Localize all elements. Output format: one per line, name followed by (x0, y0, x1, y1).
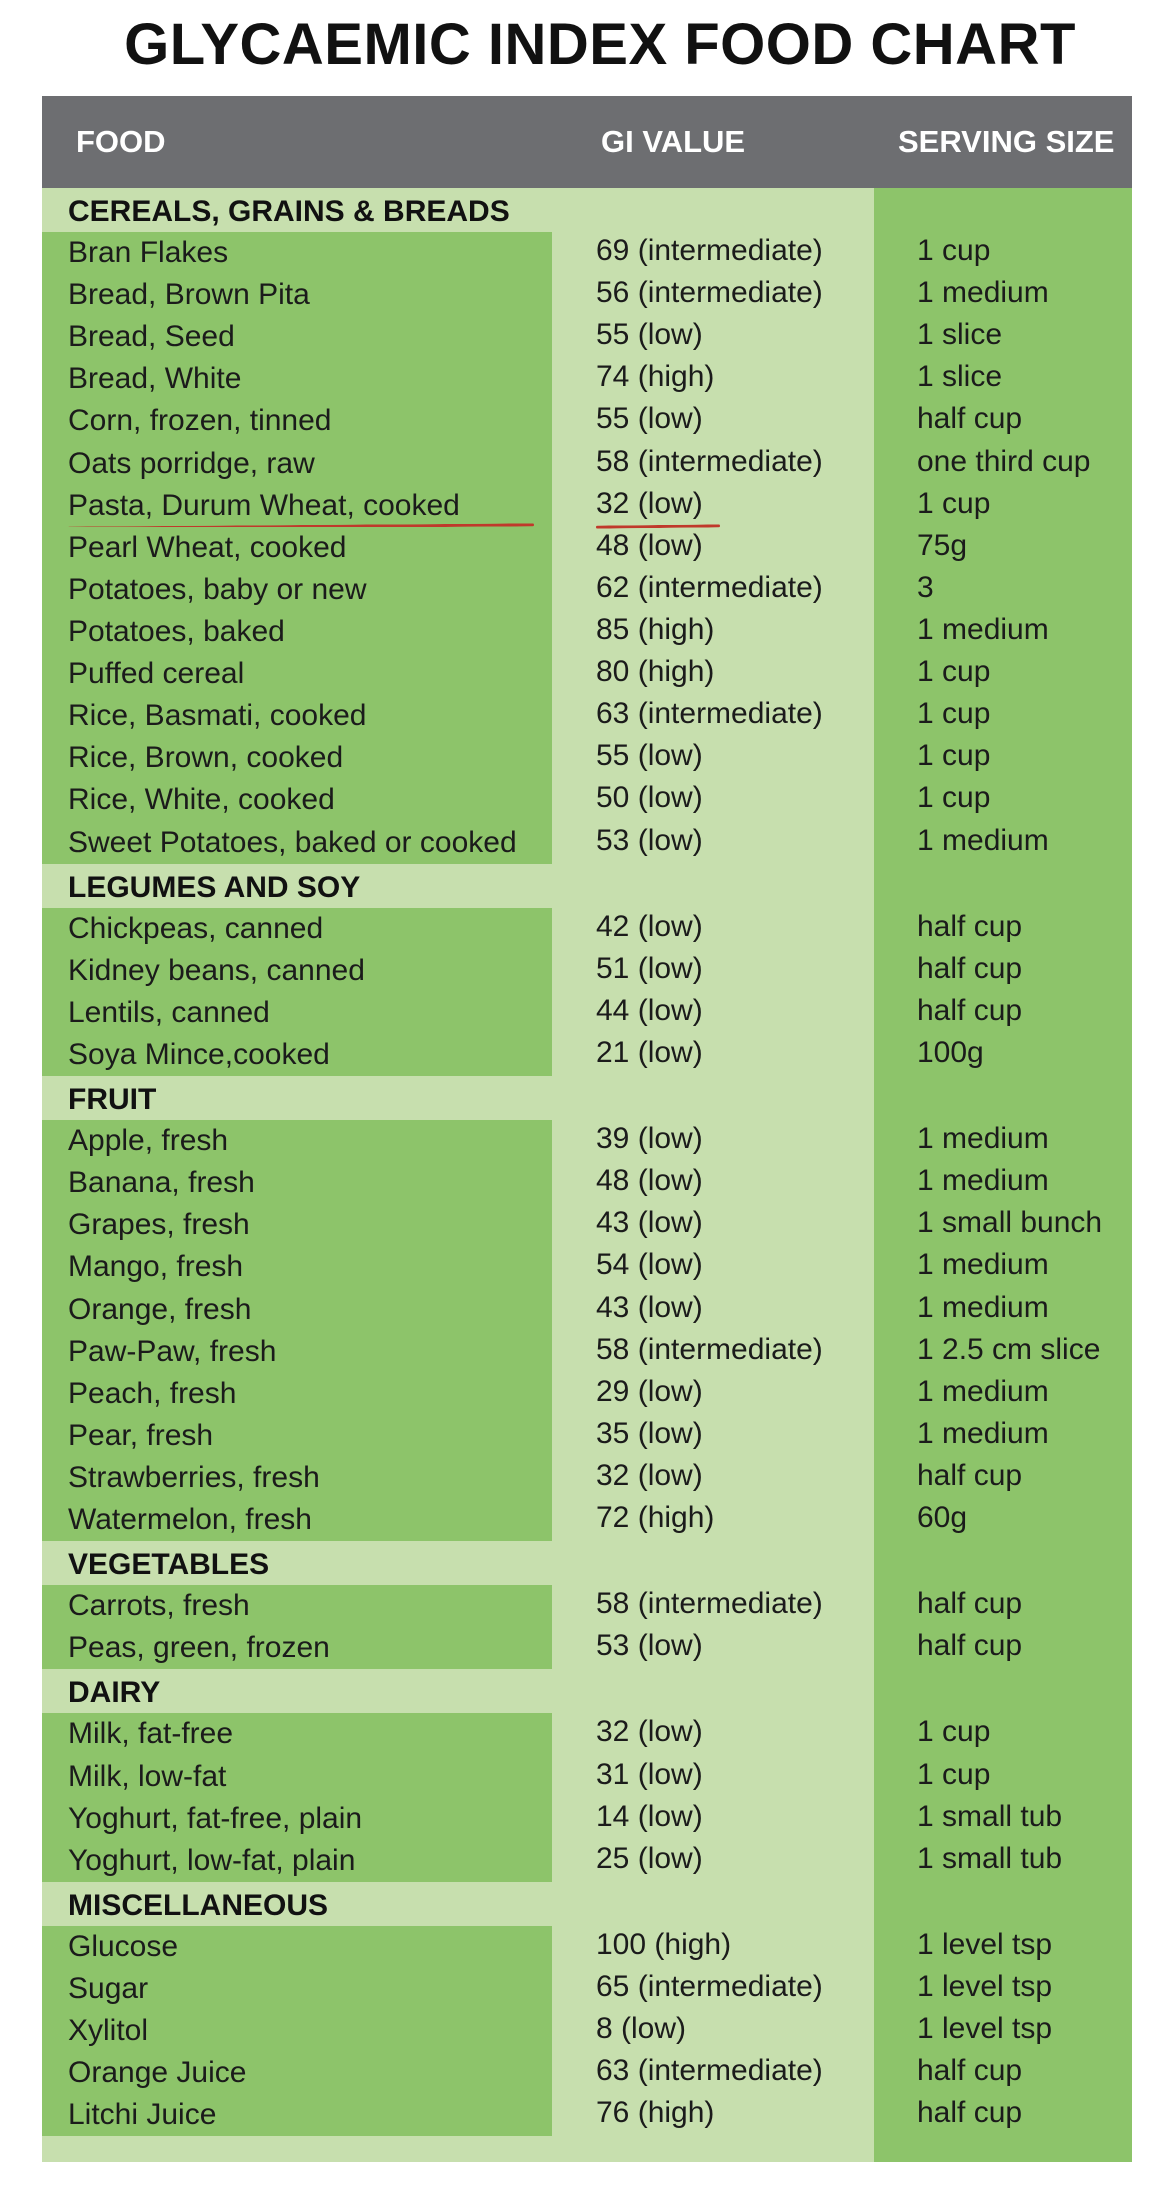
table-row (42, 1499, 1132, 1541)
serving-size: half cup (917, 1629, 1023, 1663)
food-name: Chickpeas, canned (42, 908, 552, 950)
table-row (42, 1120, 1132, 1162)
gi-value: 43 (low) (596, 1290, 703, 1324)
table-row (42, 1968, 1132, 2010)
page-title: GLYCAEMIC INDEX FOOD CHART (124, 11, 1076, 77)
gi-value: 48 (low) (596, 1164, 703, 1198)
gi-value: 72 (high) (596, 1501, 715, 1535)
table-row (42, 737, 1132, 779)
serving-size: 1 medium (917, 1290, 1049, 1324)
gi-value: 55 (low) (596, 739, 703, 773)
serving-size: 1 medium (917, 823, 1049, 857)
section-row (42, 864, 1132, 908)
serving-size: half cup (917, 2054, 1023, 2088)
serving-size: 60g (917, 1501, 968, 1535)
food-name: Bran Flakes (42, 232, 552, 274)
gi-value: 53 (low) (596, 823, 703, 857)
food-name: Xylitol (42, 2010, 552, 2052)
section-heading: FRUIT (42, 1076, 552, 1120)
food-name: Pearl Wheat, cooked (42, 527, 552, 569)
serving-size: 1 medium (917, 1164, 1049, 1198)
gi-value: 32 (low) (596, 1715, 703, 1749)
food-name: Pasta, Durum Wheat, cooked (42, 485, 552, 527)
serving-size: 1 cup (917, 1715, 991, 1749)
food-name: Mango, fresh (42, 1246, 552, 1288)
food-name: Carrots, fresh (42, 1585, 552, 1627)
table-row (42, 695, 1132, 737)
table-row (42, 274, 1132, 316)
food-name: Puffed cereal (42, 653, 552, 695)
gi-value: 54 (low) (596, 1248, 703, 1282)
gi-value: 48 (low) (596, 528, 703, 562)
table-row (42, 1585, 1132, 1627)
serving-size: 1 level tsp (917, 1969, 1053, 2003)
food-name: Peas, green, frozen (42, 1627, 552, 1669)
serving-size: 1 cup (917, 655, 991, 689)
gi-value: 85 (high) (596, 612, 715, 646)
section-row (42, 188, 1132, 232)
serving-size: half cup (917, 2096, 1023, 2130)
serving-size: half cup (917, 1458, 1023, 1492)
section-heading: DAIRY (42, 1669, 552, 1713)
gi-value: 69 (intermediate) (596, 234, 823, 267)
serving-size: 1 cup (917, 1757, 991, 1791)
table-row (42, 485, 1132, 527)
food-name: Yoghurt, fat-free, plain (42, 1798, 552, 1840)
table-row (42, 1246, 1132, 1288)
gi-value: 55 (low) (596, 402, 703, 436)
gi-value: 80 (high) (596, 655, 715, 689)
food-name: Paw-Paw, fresh (42, 1331, 552, 1373)
serving-size: half cup (917, 909, 1023, 943)
serving-size: 1 medium (917, 612, 1049, 646)
gi-value: 65 (intermediate) (596, 1969, 823, 2003)
table-row (42, 779, 1132, 821)
gi-value: 76 (high) (596, 2096, 715, 2130)
table-row (42, 1840, 1132, 1882)
serving-size: 1 cup (917, 739, 991, 773)
table-row (42, 1627, 1132, 1669)
table-row (42, 950, 1132, 992)
food-name: Orange, fresh (42, 1289, 552, 1331)
gi-value: 39 (low) (596, 1122, 703, 1156)
serving-size: half cup (917, 402, 1023, 436)
table-row (42, 2094, 1132, 2136)
gi-value: 53 (low) (596, 1629, 703, 1663)
food-name: Grapes, fresh (42, 1204, 552, 1246)
food-name: Milk, fat-free (42, 1713, 552, 1755)
serving-size: 1 level tsp (917, 2012, 1053, 2046)
table-row (42, 1204, 1132, 1246)
gi-value: 8 (low) (596, 2012, 687, 2046)
serving-size: 1 small tub (917, 1841, 1063, 1875)
table-row (42, 908, 1132, 950)
section-row (42, 1669, 1132, 1713)
table-header (42, 96, 1132, 188)
food-name: Watermelon, fresh (42, 1499, 552, 1541)
table-row (42, 358, 1132, 400)
food-name: Orange Juice (42, 2052, 552, 2094)
gi-table (42, 96, 1132, 2162)
gi-value: 29 (low) (596, 1374, 703, 1408)
table-row (42, 1756, 1132, 1798)
food-name: Yoghurt, low-fat, plain (42, 1840, 552, 1882)
food-name: Bread, Seed (42, 316, 552, 358)
food-name: Rice, White, cooked (42, 779, 552, 821)
gi-value: 42 (low) (596, 909, 703, 943)
table-row (42, 2052, 1132, 2094)
gi-value: 32 (low) (596, 1458, 703, 1492)
table-row (42, 1713, 1132, 1755)
serving-size: 1 medium (917, 1374, 1049, 1408)
serving-size: 75g (917, 528, 968, 562)
table-row (42, 400, 1132, 442)
section-heading: LEGUMES AND SOY (42, 864, 552, 908)
gi-value: 58 (intermediate) (596, 1587, 823, 1621)
food-name: Sweet Potatoes, baked or cooked (42, 822, 552, 864)
food-name: Oats porridge, raw (42, 443, 552, 485)
serving-size: one third cup (917, 444, 1091, 478)
food-name: Litchi Juice (42, 2094, 552, 2136)
table-row (42, 1289, 1132, 1331)
food-name: Bread, White (42, 358, 552, 400)
serving-size: half cup (917, 993, 1023, 1027)
food-name: Potatoes, baby or new (42, 569, 552, 611)
section-row (42, 1882, 1132, 1926)
gi-value: 62 (intermediate) (596, 570, 823, 604)
table-row (42, 569, 1132, 611)
table-row (42, 992, 1132, 1034)
serving-size: 1 small bunch (917, 1206, 1103, 1240)
gi-value: 74 (high) (596, 360, 715, 394)
food-name: Strawberries, fresh (42, 1457, 552, 1499)
serving-size: 1 cup (917, 781, 991, 815)
serving-size: 1 medium (917, 1248, 1049, 1282)
gi-value: 25 (low) (596, 1841, 703, 1875)
table-row (42, 232, 1132, 274)
gi-value: 63 (intermediate) (596, 2054, 823, 2088)
table-row (42, 822, 1132, 864)
section-heading: VEGETABLES (42, 1541, 552, 1585)
gi-value: 31 (low) (596, 1757, 703, 1791)
food-name: Peach, fresh (42, 1373, 552, 1415)
table-row (42, 1162, 1132, 1204)
table-row (42, 1373, 1132, 1415)
serving-size: 1 level tsp (917, 1927, 1053, 1961)
table-row (42, 1457, 1132, 1499)
food-name: Rice, Brown, cooked (42, 737, 552, 779)
gi-value: 56 (intermediate) (596, 276, 823, 310)
food-name: Banana, fresh (42, 1162, 552, 1204)
table-row (42, 2010, 1132, 2052)
serving-size: half cup (917, 1587, 1023, 1621)
table-row (42, 611, 1132, 653)
gi-value: 100 (high) (596, 1927, 732, 1961)
food-name: Pear, fresh (42, 1415, 552, 1457)
table-body (42, 188, 1132, 2136)
gi-value: 58 (intermediate) (596, 444, 823, 478)
serving-size: 1 slice (917, 318, 1003, 352)
food-name: Rice, Basmati, cooked (42, 695, 552, 737)
serving-size: 1 cup (917, 234, 991, 267)
table-row (42, 1415, 1132, 1457)
header-gi: GI VALUE (601, 124, 746, 159)
food-name: Kidney beans, canned (42, 950, 552, 992)
food-name: Glucose (42, 1926, 552, 1968)
gi-value: 14 (low) (596, 1799, 703, 1833)
header-serving: SERVING SIZE (898, 124, 1115, 159)
serving-size: 100g (917, 1035, 984, 1069)
section-heading: CEREALS, GRAINS & BREADS (42, 188, 552, 232)
food-name: Corn, frozen, tinned (42, 400, 552, 442)
gi-value: 35 (low) (596, 1416, 703, 1450)
serving-size: half cup (917, 951, 1023, 985)
food-name: Potatoes, baked (42, 611, 552, 653)
serving-size: 1 small tub (917, 1799, 1063, 1833)
section-row (42, 1541, 1132, 1585)
table-row (42, 1331, 1132, 1373)
serving-size: 1 cup (917, 697, 991, 731)
food-name: Milk, low-fat (42, 1756, 552, 1798)
gi-value: 50 (low) (596, 781, 703, 815)
gi-value: 44 (low) (596, 993, 703, 1027)
food-name: Soya Mince,cooked (42, 1034, 552, 1076)
gi-value: 51 (low) (596, 951, 703, 985)
serving-size: 1 medium (917, 1416, 1049, 1450)
gi-value: 58 (intermediate) (596, 1332, 823, 1366)
gi-value: 43 (low) (596, 1206, 703, 1240)
food-name: Bread, Brown Pita (42, 274, 552, 316)
food-name: Sugar (42, 1968, 552, 2010)
table-row (42, 1798, 1132, 1840)
section-heading: MISCELLANEOUS (42, 1882, 552, 1926)
table-row (42, 653, 1132, 695)
gi-value: 32 (low) (596, 486, 703, 520)
gi-value: 55 (low) (596, 318, 703, 352)
serving-size: 1 medium (917, 1122, 1049, 1156)
table-row (42, 316, 1132, 358)
serving-size: 1 medium (917, 276, 1049, 310)
table-row (42, 527, 1132, 569)
food-name: Apple, fresh (42, 1120, 552, 1162)
gi-value: 63 (intermediate) (596, 697, 823, 731)
serving-size: 1 2.5 cm slice (917, 1332, 1101, 1366)
table-row (42, 443, 1132, 485)
table-row (42, 1926, 1132, 1968)
table-row (42, 1034, 1132, 1076)
section-row (42, 1076, 1132, 1120)
serving-size: 1 cup (917, 486, 991, 520)
gi-value: 21 (low) (596, 1035, 703, 1069)
header-food: FOOD (76, 124, 166, 159)
serving-size: 1 slice (917, 360, 1003, 394)
serving-size: 3 (917, 570, 934, 604)
food-name: Lentils, canned (42, 992, 552, 1034)
